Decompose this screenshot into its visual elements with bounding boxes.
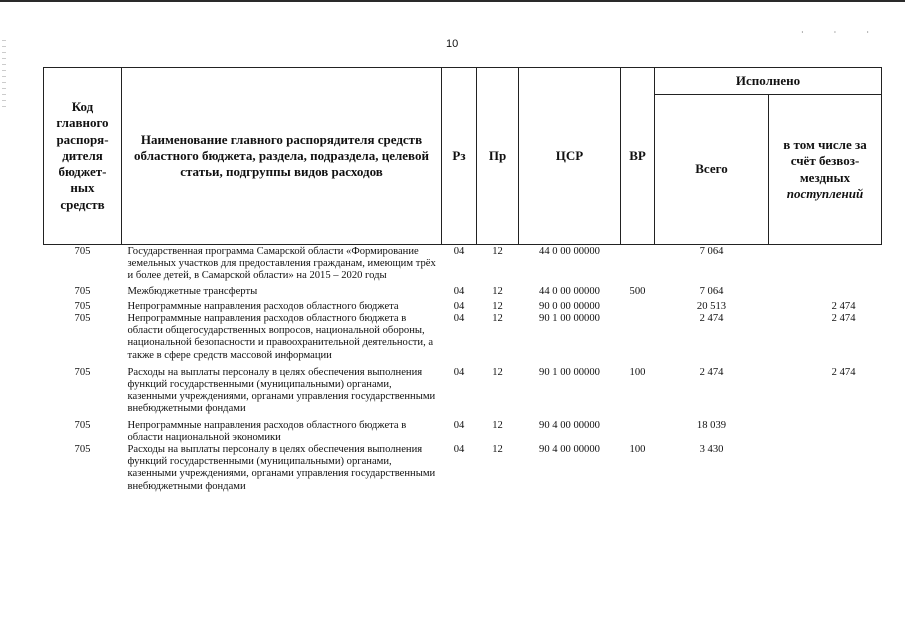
- cell-name: Расходы на выплаты персоналу в целях обеспечения выполнения функций государственными (муниципальными) органами, казенными учреждениями, органами управления государственными внебюджетными фондами: [127, 444, 436, 492]
- cell-code: 705: [74, 444, 91, 456]
- header-code: Код главного распоря-дителя бюджет-ных средств: [44, 68, 122, 245]
- page-number: 10: [446, 38, 459, 50]
- cell-name: Расходы на выплаты персоналу в целях обеспечения выполнения функций государственными (муниципальными) органами, казенными учреждениями, органами управления государственными внебюджетными фондами: [127, 366, 436, 415]
- header-name: Наименование главного распорядителя средств областного бюджета, раздела, подраздела, целевой статьи, подгруппы видов расходов: [122, 68, 442, 245]
- table-row: [44, 367, 882, 420]
- cell-total: 20 513: [696, 300, 727, 312]
- cell-pr: 12: [492, 300, 503, 312]
- cell-total: 3 430: [699, 444, 724, 456]
- cell-pr: 12: [492, 419, 503, 431]
- table-row: [44, 301, 882, 313]
- header-rz: Рз: [442, 68, 477, 245]
- header-grant-text: в том числе за счёт безвоз-мездных: [783, 137, 867, 185]
- scan-edge-marks: [2, 40, 6, 110]
- cell-vr: 100: [629, 444, 646, 456]
- cell-vr: 500: [629, 285, 646, 297]
- cell-grant: [769, 420, 882, 444]
- top-border-line: [0, 0, 905, 2]
- cell-name: Непрограммные направления расходов областного бюджета в области национальной экономики: [127, 419, 407, 443]
- cell-pr: 12: [492, 246, 503, 257]
- cell-total: 7 064: [699, 285, 724, 297]
- cell-code: 705: [74, 366, 91, 378]
- header-grant: [769, 95, 882, 245]
- cell-name: Межбюджетные трансферты: [127, 285, 258, 297]
- header-executed: Исполнено: [655, 68, 882, 95]
- cell-vr: [621, 245, 655, 286]
- cell-csr: 90 1 00 00000: [539, 313, 600, 325]
- table-body: [44, 245, 882, 497]
- cell-csr: 90 0 00 00000: [539, 300, 600, 312]
- cell-csr: 90 1 00 00000: [539, 366, 600, 378]
- cell-grant: [769, 444, 882, 497]
- header-grant-italic: поступлений: [786, 185, 864, 201]
- cell-name: Государственная программа Самарской области «Формирование земельных участков для предоставления гражданам, имеющим трёх и более детей, в Самарской области» на 2015 – 2020 годы: [127, 246, 436, 282]
- cell-grant: 2 474: [831, 366, 856, 378]
- table-header: [44, 68, 882, 245]
- cell-vr: [621, 301, 655, 313]
- cell-csr: 44 0 00 00000: [539, 246, 600, 257]
- cell-total: 18 039: [696, 419, 727, 431]
- cell-grant: 2 474: [831, 300, 856, 312]
- cell-grant: [769, 286, 882, 301]
- table-row: [44, 245, 882, 286]
- cell-pr: 12: [492, 444, 503, 456]
- cell-csr: 90 4 00 00000: [539, 444, 600, 456]
- cell-pr: 12: [492, 313, 503, 325]
- scan-specks: · · ·: [801, 28, 883, 37]
- cell-name: Непрограммные направления расходов областного бюджета: [127, 300, 399, 312]
- budget-table: [43, 67, 882, 497]
- header-csr: ЦСР: [519, 68, 621, 245]
- table-row: [44, 420, 882, 444]
- cell-code: 705: [74, 313, 91, 325]
- cell-vr: [621, 420, 655, 444]
- cell-csr: 44 0 00 00000: [539, 285, 600, 297]
- cell-total: 2 474: [699, 366, 724, 378]
- cell-rz: 04: [453, 285, 465, 297]
- cell-vr: [621, 313, 655, 367]
- cell-total: 7 064: [699, 246, 724, 257]
- header-pr: Пр: [477, 68, 519, 245]
- cell-rz: 04: [453, 300, 465, 312]
- cell-code: 705: [74, 300, 91, 312]
- cell-code: 705: [74, 419, 91, 431]
- cell-rz: 04: [453, 313, 465, 325]
- cell-csr: 90 4 00 00000: [539, 419, 600, 431]
- header-vr: ВР: [621, 68, 655, 245]
- cell-rz: 04: [453, 419, 465, 431]
- header-total: Всего: [655, 95, 769, 245]
- cell-pr: 12: [492, 366, 503, 378]
- cell-grant: 2 474: [831, 313, 856, 325]
- cell-vr: 100: [629, 366, 646, 378]
- cell-pr: 12: [492, 285, 503, 297]
- cell-total: 2 474: [699, 313, 724, 325]
- cell-rz: 04: [453, 246, 465, 257]
- cell-rz: 04: [453, 366, 465, 378]
- cell-grant: [769, 245, 882, 286]
- table-row: [44, 313, 882, 367]
- cell-name: Непрограммные направления расходов областного бюджета в области общегосударственных вопросов, национальной обороны, национальной безопасности и правоохранительной деятельности, а также в сфере средств массовой информации: [127, 313, 434, 361]
- cell-code: 705: [74, 285, 91, 297]
- cell-code: 705: [74, 246, 91, 257]
- table-row: [44, 444, 882, 497]
- table-row: [44, 286, 882, 301]
- cell-rz: 04: [453, 444, 465, 456]
